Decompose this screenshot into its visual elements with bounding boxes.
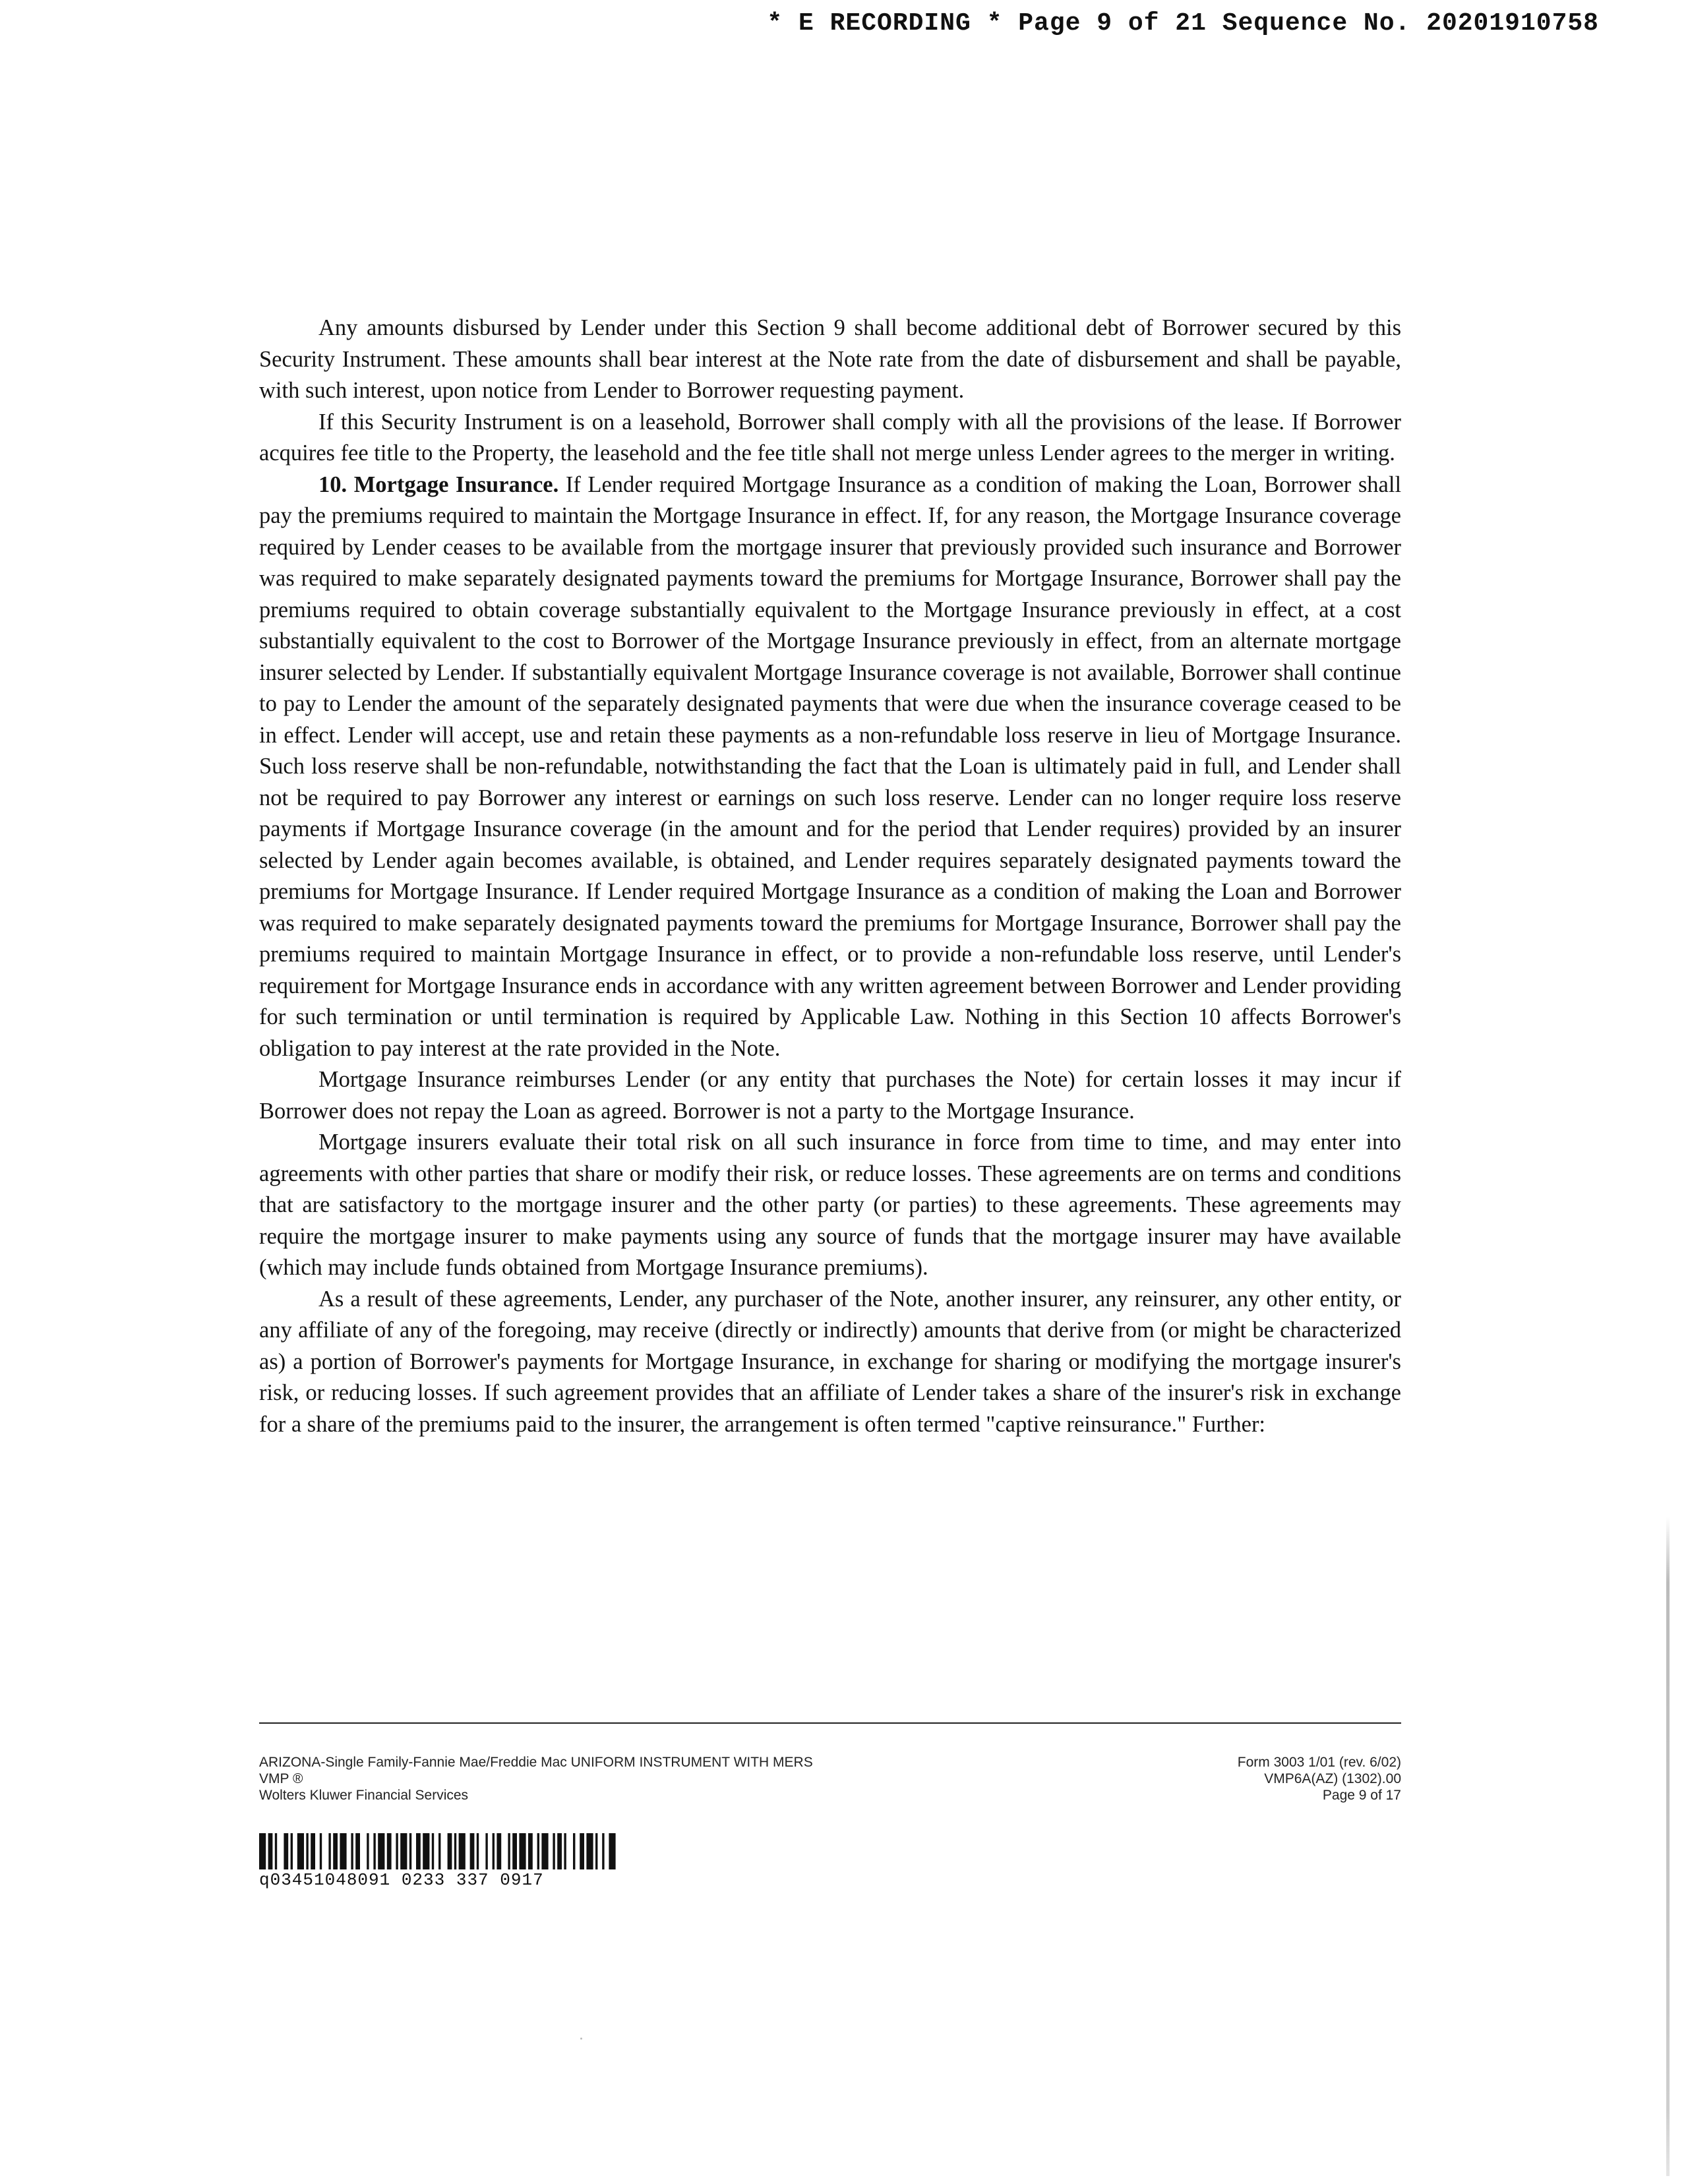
paragraph-captive-reinsurance: As a result of these agreements, Lender, any purchaser of the Note, another insurer, any reinsurer, any other entity, or any affiliate of any of the foregoing, may receive (directly or indirectly) amounts that derive from (or might be characterized as) a portion of Borrower's payments for Mortgage Insurance, in exchange for sharing or modifying the mortgage insurer's risk, or reducing losses. If such agreement provides that an affiliate of Lender takes a share of the insurer's risk in exchange for a share of the premiums paid to the insurer, the arrangement is often termed "captive reinsurance." Further: bbox=[259, 1286, 1401, 1437]
footer-publisher: Wolters Kluwer Financial Services bbox=[259, 1788, 469, 1803]
paragraph-leasehold: If this Security Instrument is on a leasehold, Borrower shall comply with all the provisions of the lease. If Borrower acquires fee title to the Property, the leasehold and the fee title shall not merge unless Lender agrees to the merger in writing. bbox=[259, 409, 1401, 466]
paragraph-mi-reimburses: Mortgage Insurance reimburses Lender (or any entity that purchases the Note) for certain losses it may incur if Borrower does not repay the Loan as agreed. Borrower is not a party to the Mortgage Insurance. bbox=[259, 1067, 1401, 1124]
barcode-number: q03451048091 0233 337 0917 bbox=[259, 1870, 544, 1890]
footer-form-id: Form 3003 1/01 (rev. 6/02) bbox=[1237, 1755, 1401, 1770]
footer-vmp-mark: VMP ® bbox=[259, 1771, 303, 1786]
footer-page-number: Page 9 of 17 bbox=[1322, 1788, 1401, 1803]
footer-instrument-title: ARIZONA-Single Family-Fannie Mae/Freddie Mac UNIFORM INSTRUMENT WITH MERS bbox=[259, 1755, 813, 1770]
scan-edge-artifact bbox=[1666, 1517, 1670, 2176]
section-10-text: If Lender required Mortgage Insurance as a condition of making the Loan, Borrower shall pay the premiums required to maintain the Mortgage Insurance in effect. If, for any reason, the Mortgage Insurance coverage required by Lender ceases to be available from the mortgage insurer that previously provided such insurance and Borrower was required to make separately designated payments toward the premiums for Mortgage Insurance, Borrower shall pay the premiums required to obtain coverage substantially equivalent to the Mortgage Insurance previously in effect, at a cost substantially equivalent to the cost to Borrower of the Mortgage Insurance previously in effect, from an alternate mortgage insurer selected by Lender. If substantially equivalent Mortgage Insurance coverage is not available, Borrower shall continue to pay to Lender the amount of the separately designated payments that were due when the insurance coverage ceased to be in effect. Lender will accept, use and retain these payments as a non-refundable loss reserve in lieu of Mortgage Insurance. Such loss reserve shall be non-refundable, notwithstanding the fact that the Loan is ultimately paid in full, and Lender shall not be required to pay Borrower any interest or earnings on such loss reserve. Lender can no longer require loss reserve payments if Mortgage Insurance coverage (in the amount and for the period that Lender requires) provided by an insurer selected by Lender again becomes available, is obtained, and Lender requires separately designated payments toward the premiums for Mortgage Insurance. If Lender required Mortgage Insurance as a condition of making the Loan and Borrower was required to make separately designated payments toward the premiums for Mortgage Insurance, Borrower shall pay the premiums required to maintain Mortgage Insurance in effect, or to provide a non-refundable loss reserve, until Lender's requirement for Mortgage Insurance ends in accordance with any written agreement between Borrower and Lender providing for such termination or until termination is required by Applicable Law. Nothing in this Section 10 affects Borrower's obligation to pay interest at the rate provided in the Note. bbox=[259, 471, 1402, 1061]
section-10-mortgage-insurance bbox=[259, 470, 1401, 1065]
footer-form-number bbox=[1238, 1754, 1401, 1804]
footer-vmp-code: VMP6A(AZ) (1302).00 bbox=[1264, 1771, 1401, 1786]
section-10-title: 10. Mortgage Insurance. bbox=[318, 471, 559, 497]
paragraph-mi-insurers-risk: Mortgage insurers evaluate their total risk on all such insurance in force from time to time, and may enter into agreements with other parties that share or modify their risk, or reduce losses. These agreements are on terms and conditions that are satisfactory to the mortgage insurer and the other party (or parties) to these agreements. These agreements may require the mortgage insurer to make payments using any source of funds that the mortgage insurer may have available (which may include funds obtained from Mortgage Insurance premiums). bbox=[259, 1130, 1401, 1280]
paragraph-disbursed-amounts: Any amounts disbursed by Lender under this Section 9 shall become additional debt of Borrower secured by this Security Instrument. These amounts shall bear interest at the Note rate from the date of disbursement and shall be payable, with such interest, upon notice from Lender to Borrower requesting payment. bbox=[259, 315, 1401, 403]
recording-header: * E RECORDING * Page 9 of 21 Sequence No. 20201910758 bbox=[767, 9, 1599, 38]
scan-speck-artifact bbox=[580, 2038, 582, 2040]
barcode-image bbox=[259, 1833, 702, 1869]
footer-form-description bbox=[259, 1754, 813, 1804]
footer-divider bbox=[259, 1722, 1401, 1724]
document-body bbox=[259, 313, 1401, 1440]
